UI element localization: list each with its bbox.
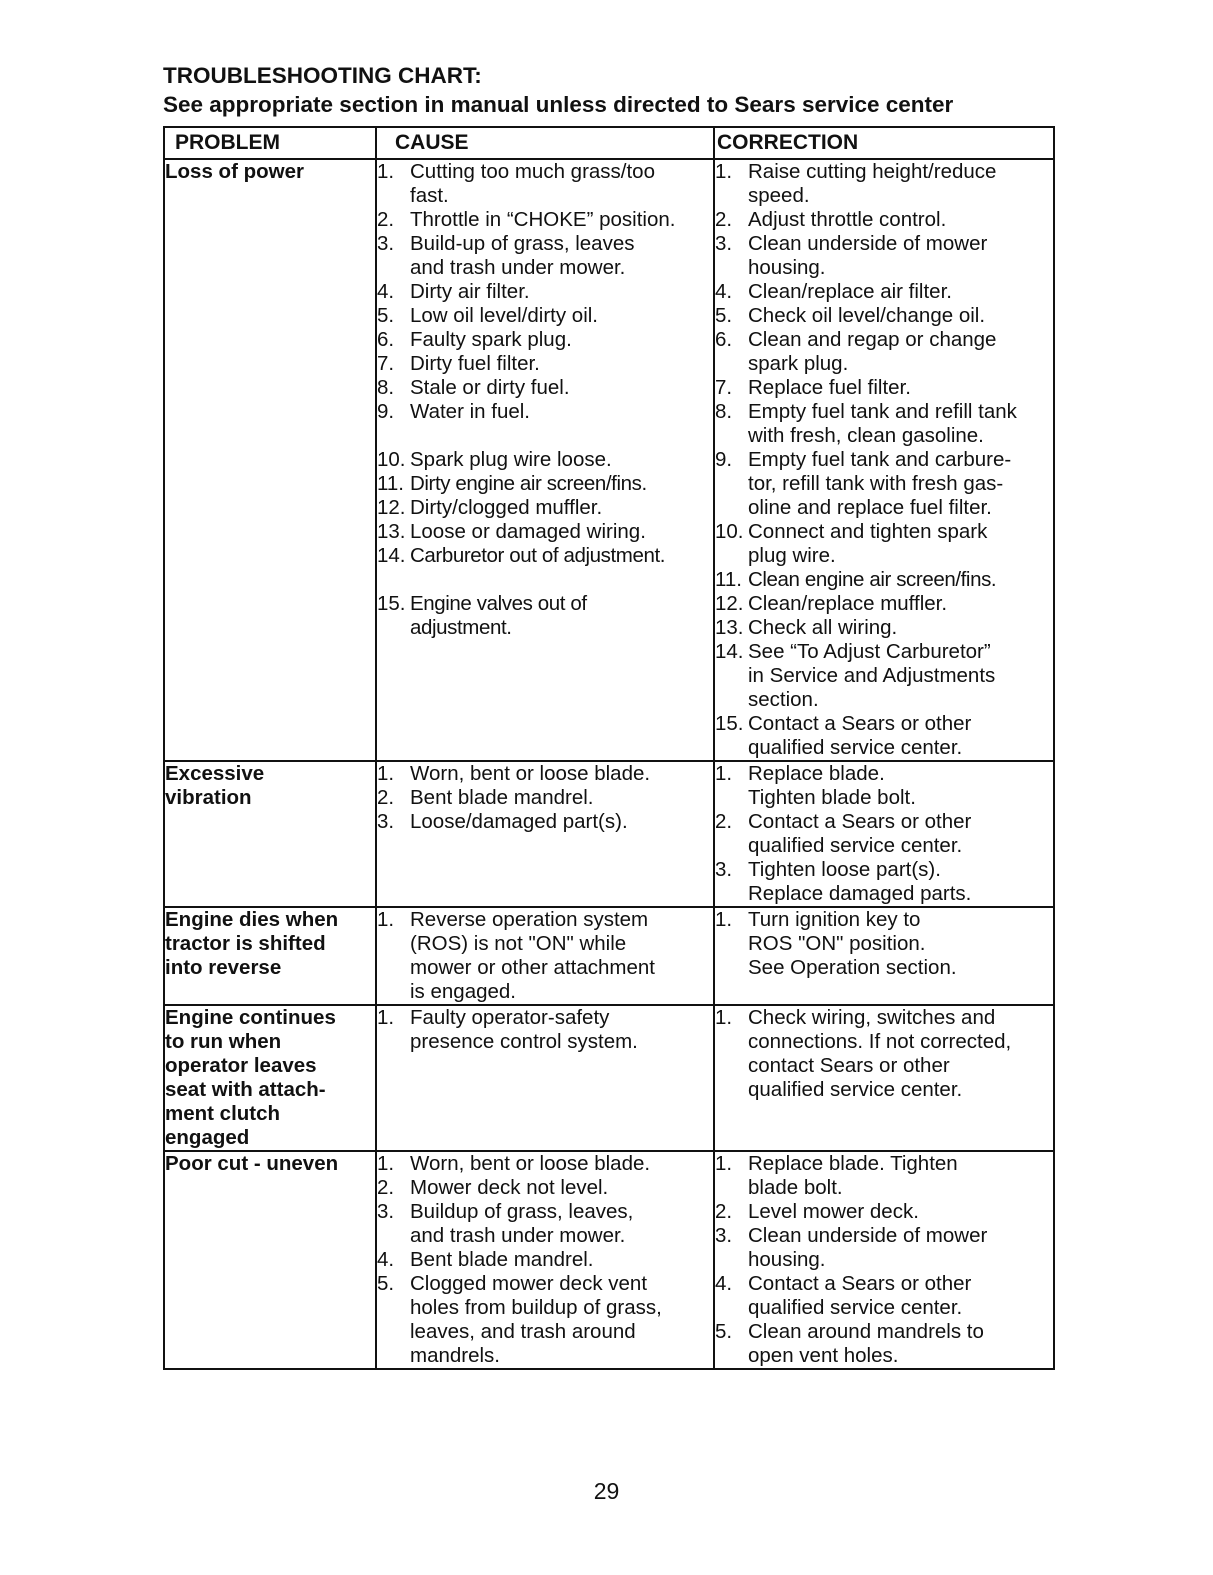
correction-number: 2. <box>715 810 733 833</box>
cause-number: 5. <box>377 1272 395 1295</box>
correction-number: 9. <box>715 448 733 471</box>
table-header-row <box>164 127 1054 159</box>
cause-text: Cutting too much grass/too fast. <box>410 160 655 207</box>
correction-text: Clean and regap or change spark plug. <box>748 328 997 375</box>
cause-item <box>377 448 713 472</box>
correction-text: Check all wiring. <box>748 616 898 639</box>
correction-item <box>715 400 1053 448</box>
problem-text: Poor cut - uneven <box>165 1152 339 1175</box>
cause-number: 2. <box>377 786 395 809</box>
correction-item <box>715 1152 1053 1200</box>
correction-number: 4. <box>715 1272 733 1295</box>
header-cause: CAUSE <box>376 127 714 159</box>
correction-number: 3. <box>715 1224 733 1247</box>
correction-number: 2. <box>715 1200 733 1223</box>
correction-number: 8. <box>715 400 733 423</box>
correction-number: 2. <box>715 208 733 231</box>
correction-item <box>715 232 1053 280</box>
correction-item <box>715 280 1053 304</box>
correction-cell <box>714 907 1054 1005</box>
cause-number: 1. <box>377 762 395 785</box>
correction-item <box>715 1006 1053 1102</box>
correction-text: Level mower deck. <box>748 1200 919 1223</box>
cause-item <box>377 328 713 352</box>
correction-item <box>715 1224 1053 1272</box>
cause-text: Loose or damaged wiring. <box>410 520 646 543</box>
cause-text: Spark plug wire loose. <box>410 448 612 471</box>
cause-number: 14. <box>377 544 406 567</box>
cause-text: Faulty spark plug. <box>410 328 572 351</box>
cause-number: 1. <box>377 1152 395 1175</box>
correction-item <box>715 208 1053 232</box>
cause-item <box>377 1006 713 1054</box>
correction-text: Clean underside of mower housing. <box>748 232 988 279</box>
correction-number: 15. <box>715 712 744 735</box>
correction-item <box>715 858 1053 906</box>
cause-text: Reverse operation system (ROS) is not "ON" while mower or other attachment is engaged. <box>410 908 655 1003</box>
table-row <box>164 1005 1054 1151</box>
correction-number: 1. <box>715 762 733 785</box>
cause-cell <box>376 907 714 1005</box>
cause-number: 11. <box>377 472 404 495</box>
correction-cell <box>714 1005 1054 1151</box>
correction-number: 5. <box>715 1320 733 1343</box>
problem-cell <box>164 1151 376 1369</box>
cause-number: 3. <box>377 1200 395 1223</box>
cause-number: 13. <box>377 520 406 543</box>
cause-item <box>377 304 713 328</box>
correction-item <box>715 376 1053 400</box>
cause-item <box>377 908 713 1004</box>
cause-number: 1. <box>377 908 395 931</box>
cause-text: Bent blade mandrel. <box>410 786 594 809</box>
cause-item <box>377 1200 713 1248</box>
correction-number: 5. <box>715 304 733 327</box>
correction-cell <box>714 1151 1054 1369</box>
cause-text: Mower deck not level. <box>410 1176 609 1199</box>
cause-item <box>377 810 713 834</box>
correction-text: Raise cutting height/reduce speed. <box>748 160 997 207</box>
correction-text: Clean underside of mower housing. <box>748 1224 988 1271</box>
cause-text: Dirty engine air screen/fins. <box>410 472 647 495</box>
correction-text: Replace fuel filter. <box>748 376 911 399</box>
cause-cell <box>376 1005 714 1151</box>
cause-text: Dirty fuel filter. <box>410 352 540 375</box>
page-subtitle: See appropriate section in manual unless directed to Sears service center <box>163 92 954 117</box>
header-correction: CORRECTION <box>714 127 1054 159</box>
correction-item <box>715 1200 1053 1224</box>
correction-number: 12. <box>715 592 744 615</box>
cause-item <box>377 1176 713 1200</box>
correction-number: 1. <box>715 1152 733 1175</box>
cause-number: 10. <box>377 448 406 471</box>
cause-item <box>377 1248 713 1272</box>
cause-item <box>377 592 713 640</box>
problem-cell <box>164 761 376 907</box>
cause-text: Worn, bent or loose blade. <box>410 762 651 785</box>
correction-text: Contact a Sears or other qualified service center. <box>748 712 972 759</box>
correction-item <box>715 1272 1053 1320</box>
table-row <box>164 907 1054 1005</box>
correction-item <box>715 160 1053 208</box>
cause-item <box>377 786 713 810</box>
cause-number: 1. <box>377 160 395 183</box>
cause-number: 2. <box>377 208 395 231</box>
correction-item <box>715 640 1053 712</box>
cause-item <box>377 1152 713 1176</box>
cause-number: 8. <box>377 376 395 399</box>
cause-cell <box>376 1151 714 1369</box>
correction-item <box>715 810 1053 858</box>
cause-item <box>377 544 713 592</box>
cause-item <box>377 400 713 448</box>
problem-cell <box>164 907 376 1005</box>
correction-text: Empty fuel tank and carbure- tor, refill tank with fresh gas- oline and replace fuel filter. <box>748 448 1012 519</box>
correction-number: 1. <box>715 160 733 183</box>
cause-item <box>377 762 713 786</box>
correction-item <box>715 762 1053 810</box>
cause-number: 15. <box>377 592 406 615</box>
correction-item <box>715 908 1053 980</box>
cause-text: Carburetor out of adjustment. <box>410 544 666 567</box>
cause-text: Dirty/clogged muffler. <box>410 496 603 519</box>
problem-text: Engine dies when tractor is shifted into reverse <box>165 908 339 979</box>
cause-cell <box>376 159 714 761</box>
correction-number: 7. <box>715 376 733 399</box>
correction-number: 1. <box>715 908 733 931</box>
correction-text: Clean/replace air filter. <box>748 280 952 303</box>
problem-text: Engine continues to run when operator leaves seat with attach- ment clutch engaged <box>165 1006 336 1149</box>
correction-text: See “To Adjust Carburetor” in Service and Adjustments section. <box>748 640 996 711</box>
correction-text: Clean/replace muffler. <box>748 592 948 615</box>
cause-item <box>377 208 713 232</box>
correction-cell <box>714 159 1054 761</box>
cause-item <box>377 520 713 544</box>
cause-item <box>377 1272 713 1368</box>
correction-text: Contact a Sears or other qualified service center. <box>748 1272 972 1319</box>
cause-number: 4. <box>377 1248 395 1271</box>
cause-item <box>377 280 713 304</box>
cause-text: Faulty operator-safety presence control system. <box>410 1006 638 1053</box>
table-row <box>164 1151 1054 1369</box>
cause-text: Dirty air filter. <box>410 280 530 303</box>
problem-text: Excessive vibration <box>165 762 265 809</box>
correction-number: 4. <box>715 280 733 303</box>
cause-number: 9. <box>377 400 395 423</box>
correction-text: Replace blade. Tighten blade bolt. <box>748 762 916 809</box>
problem-text: Loss of power <box>165 160 304 183</box>
correction-item <box>715 568 1053 592</box>
problem-cell <box>164 159 376 761</box>
correction-number: 3. <box>715 858 733 881</box>
page-number: 29 <box>593 1478 620 1504</box>
cause-text: Bent blade mandrel. <box>410 1248 594 1271</box>
page-title: TROUBLESHOOTING CHART: <box>163 63 482 88</box>
correction-item <box>715 1320 1053 1368</box>
correction-text: Replace blade. Tighten blade bolt. <box>748 1152 958 1199</box>
correction-item <box>715 448 1053 520</box>
cause-number: 3. <box>377 232 395 255</box>
correction-number: 11. <box>715 568 742 591</box>
cause-number: 5. <box>377 304 395 327</box>
correction-number: 14. <box>715 640 744 663</box>
correction-text: Connect and tighten spark plug wire. <box>748 520 988 567</box>
correction-text: Clean around mandrels to open vent holes. <box>748 1320 984 1367</box>
problem-cell <box>164 1005 376 1151</box>
correction-number: 1. <box>715 1006 733 1029</box>
cause-item <box>377 232 713 280</box>
correction-number: 10. <box>715 520 744 543</box>
cause-number: 4. <box>377 280 395 303</box>
correction-item <box>715 304 1053 328</box>
correction-item <box>715 592 1053 616</box>
cause-number: 12. <box>377 496 406 519</box>
cause-item <box>377 496 713 520</box>
correction-item <box>715 712 1053 760</box>
cause-text: Water in fuel. <box>410 400 531 423</box>
correction-text: Check oil level/change oil. <box>748 304 986 327</box>
cause-text: Build-up of grass, leaves and trash under mower. <box>410 232 635 279</box>
correction-cell <box>714 761 1054 907</box>
cause-number: 7. <box>377 352 395 375</box>
table-row <box>164 159 1054 761</box>
cause-number: 2. <box>377 1176 395 1199</box>
correction-text: Turn ignition key to ROS "ON" position. See Operation section. <box>748 908 957 979</box>
cause-text: Low oil level/dirty oil. <box>410 304 598 327</box>
cause-item <box>377 160 713 208</box>
cause-text: Engine valves out of adjustment. <box>410 592 587 639</box>
header-problem: PROBLEM <box>164 127 376 159</box>
correction-number: 13. <box>715 616 744 639</box>
correction-text: Adjust throttle control. <box>748 208 947 231</box>
cause-text: Stale or dirty fuel. <box>410 376 570 399</box>
cause-number: 3. <box>377 810 395 833</box>
correction-text: Clean engine air screen/fins. <box>748 568 997 591</box>
correction-text: Empty fuel tank and refill tank with fresh, clean gasoline. <box>748 400 1017 447</box>
correction-item <box>715 328 1053 376</box>
cause-item <box>377 472 713 496</box>
correction-text: Tighten loose part(s). Replace damaged parts. <box>748 858 972 905</box>
table-row <box>164 761 1054 907</box>
correction-number: 3. <box>715 232 733 255</box>
cause-text: Throttle in “CHOKE” position. <box>410 208 676 231</box>
cause-text: Worn, bent or loose blade. <box>410 1152 651 1175</box>
cause-text: Clogged mower deck vent holes from buildup of grass, leaves, and trash around mandrels. <box>410 1272 662 1367</box>
troubleshooting-table <box>163 126 1055 1370</box>
cause-number: 1. <box>377 1006 395 1029</box>
cause-text: Buildup of grass, leaves, and trash under mower. <box>410 1200 634 1247</box>
cause-number: 6. <box>377 328 395 351</box>
correction-number: 6. <box>715 328 733 351</box>
correction-text: Check wiring, switches and connections. If not corrected, contact Sears or other qualified service center. <box>748 1006 1012 1101</box>
correction-item <box>715 520 1053 568</box>
cause-item <box>377 352 713 376</box>
cause-text: Loose/damaged part(s). <box>410 810 628 833</box>
cause-cell <box>376 761 714 907</box>
correction-item <box>715 616 1053 640</box>
correction-text: Contact a Sears or other qualified service center. <box>748 810 972 857</box>
cause-item <box>377 376 713 400</box>
